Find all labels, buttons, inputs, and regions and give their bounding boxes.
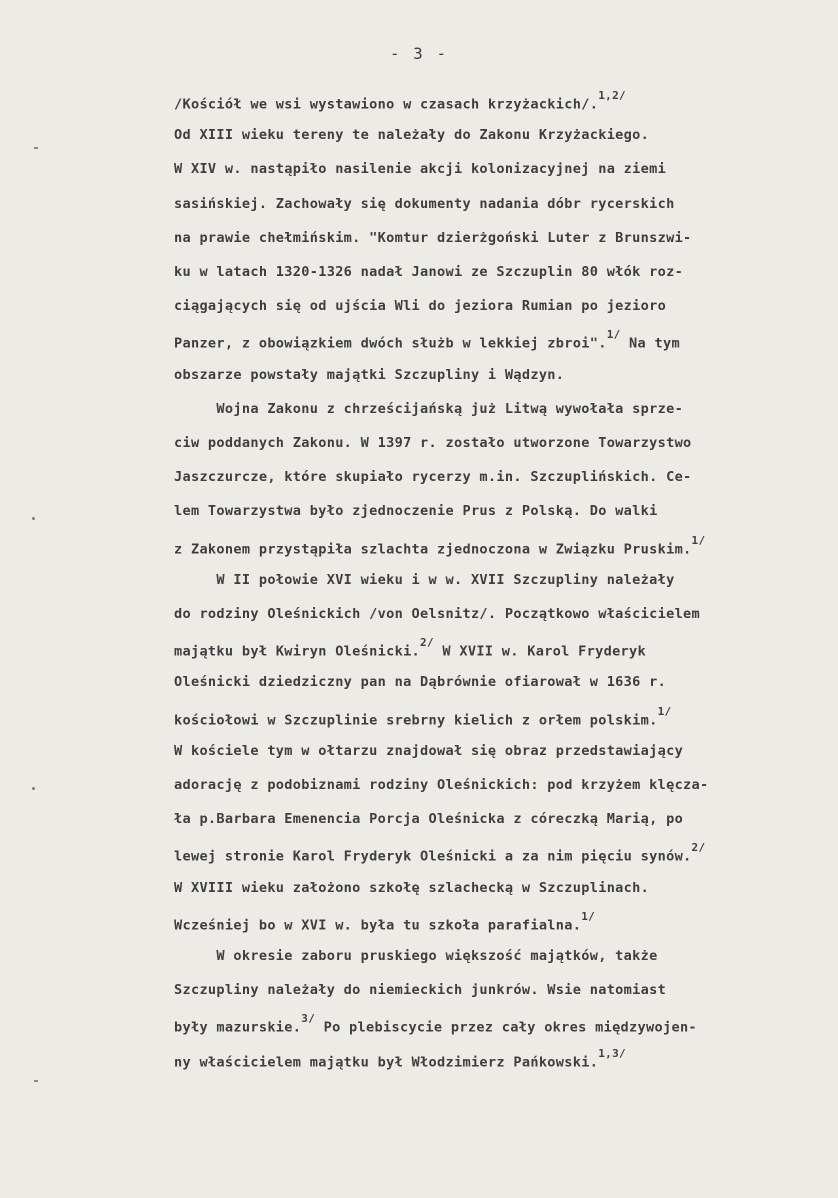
text-line (174, 435, 692, 451)
footnote-reference: 1/ (581, 909, 596, 923)
line-text: Oleśnicki dziedziczny pan na Dąbrównie ofiarował w 1636 r. (174, 674, 667, 691)
line-text: W kościele tym w ołtarzu znajdował się obraz przedstawiający (174, 742, 684, 759)
line-text: sasińskiej. Zachowały się dokumenty nadania dóbr rycerskich (174, 195, 675, 212)
line-text: Panzer, z obowiązkiem dwóch służb w lekkiej zbroi". (174, 335, 607, 352)
line-text: adorację z podobiznami rodziny Oleśnickich: pod krzyżem klęcza- (174, 777, 709, 793)
footnote-reference: 1/ (606, 328, 621, 342)
footnote-reference: 1,2/ (598, 89, 626, 102)
text-line (174, 743, 683, 759)
line-text: majątku był Kwiryn Oleśnicki. (174, 643, 421, 660)
line-text: Jaszczurcze, które skupiało rycerzy m.in. Szczuplińskich. Ce- (174, 469, 692, 486)
line-text: Wcześniej bo w XVI w. była tu szkoła parafialna. (174, 917, 582, 934)
text-line (174, 880, 649, 896)
line-text-continued: Na tym (620, 335, 680, 352)
footnote-reference: 1/ (657, 704, 672, 718)
line-text: W XIV w. nastąpiło nasilenie akcji kolonizacyjnej na ziemi (174, 161, 667, 178)
line-text: były mazurskie. (174, 1019, 302, 1036)
margin-mark (34, 147, 38, 149)
text-line (174, 503, 658, 519)
line-text: na prawie chełmińskim. "Komtur dzierżgoński Luter z Brunszwi- (174, 229, 692, 246)
line-text: obszarze powstały majątki Szczupliny i Wądzyn. (174, 366, 565, 383)
text-line (174, 230, 692, 246)
margin-dot (32, 787, 35, 790)
line-text: ku w latach 1320-1326 nadał Janowi ze Szczuplin 80 włók roz- (174, 264, 684, 280)
line-text: Szczupliny należały do niemieckich junkrów. Wsie natomiast (174, 982, 667, 999)
text-line (174, 196, 675, 212)
line-text: /Kościół we wsi wystawiono w czasach krzyżackich/. (174, 96, 599, 113)
footnote-reference: 3/ (301, 1012, 316, 1026)
line-text: Od XIII wieku tereny te należały do Zakonu Krzyżackiego. (174, 127, 650, 144)
text-line (174, 909, 596, 934)
text-line (174, 401, 683, 417)
line-text: do rodziny Oleśnickich /von Oelsnitz/. Początkowo właścicielem (174, 606, 701, 622)
line-text: ła p.Barbara Emenencia Porcja Oleśnicka z córeczką Marią, po (174, 811, 684, 828)
footnote-reference: 1,3/ (598, 1046, 626, 1060)
text-line (174, 636, 647, 660)
line-text: ciw poddanych Zakonu. W 1397 r. zostało utworzone Towarzystwo (174, 435, 692, 451)
margin-dot (32, 517, 35, 520)
text-line (174, 1046, 626, 1071)
line-text: W okresie zaboru pruskiego większość majątków, także (174, 948, 658, 964)
text-line (174, 777, 709, 793)
text-line (174, 572, 675, 588)
line-text: Wojna Zakonu z chrześcijańską już Litwą wywołała sprze- (174, 400, 684, 417)
text-line (174, 1012, 697, 1036)
page-number: - 3 - (389, 44, 449, 63)
text-line (174, 328, 680, 352)
text-line (174, 367, 564, 383)
line-text: W II połowie XVI wieku i w w. XVII Szczupliny należały (174, 571, 675, 588)
text-line (174, 704, 672, 729)
footnote-reference: 1/ (691, 533, 706, 547)
line-text: ny właścicielem majątku był Włodzimierz Pańkowski. (174, 1054, 599, 1071)
text-line (174, 298, 666, 314)
footnote-reference: 2/ (420, 636, 434, 650)
text-line (174, 674, 666, 690)
line-text: kościołowi w Szczuplinie srebrny kielich z orłem polskim. (174, 712, 658, 729)
margin-mark (34, 1080, 38, 1082)
text-line (174, 841, 706, 865)
text-line (174, 89, 626, 113)
text-line (174, 811, 683, 827)
text-line (174, 533, 706, 558)
line-text-continued: Po plebiscycie przez cały okres międzywojen- (315, 1019, 697, 1036)
text-line (174, 264, 683, 280)
text-line (174, 948, 658, 964)
footnote-reference: 2/ (691, 841, 706, 855)
text-line (174, 606, 700, 622)
line-text: lem Towarzystwa było zjednoczenie Prus z Polską. Do walki (174, 503, 658, 520)
line-text: z Zakonem przystąpiła szlachta zjednoczona w Związku Pruskim. (174, 541, 692, 558)
text-line (174, 127, 649, 143)
line-text-continued: W XVII w. Karol Fryderyk (433, 643, 647, 660)
text-line (174, 469, 692, 485)
line-text: ciągających się od ujścia Wli do jeziora Rumian po jezioro (174, 298, 667, 315)
line-text: lewej stronie Karol Fryderyk Oleśnicki a za nim pięciu synów. (174, 848, 692, 865)
line-text: W XVIII wieku założono szkołę szlachecką w Szczuplinach. (174, 879, 650, 896)
text-line (174, 982, 666, 998)
text-line (174, 161, 666, 177)
